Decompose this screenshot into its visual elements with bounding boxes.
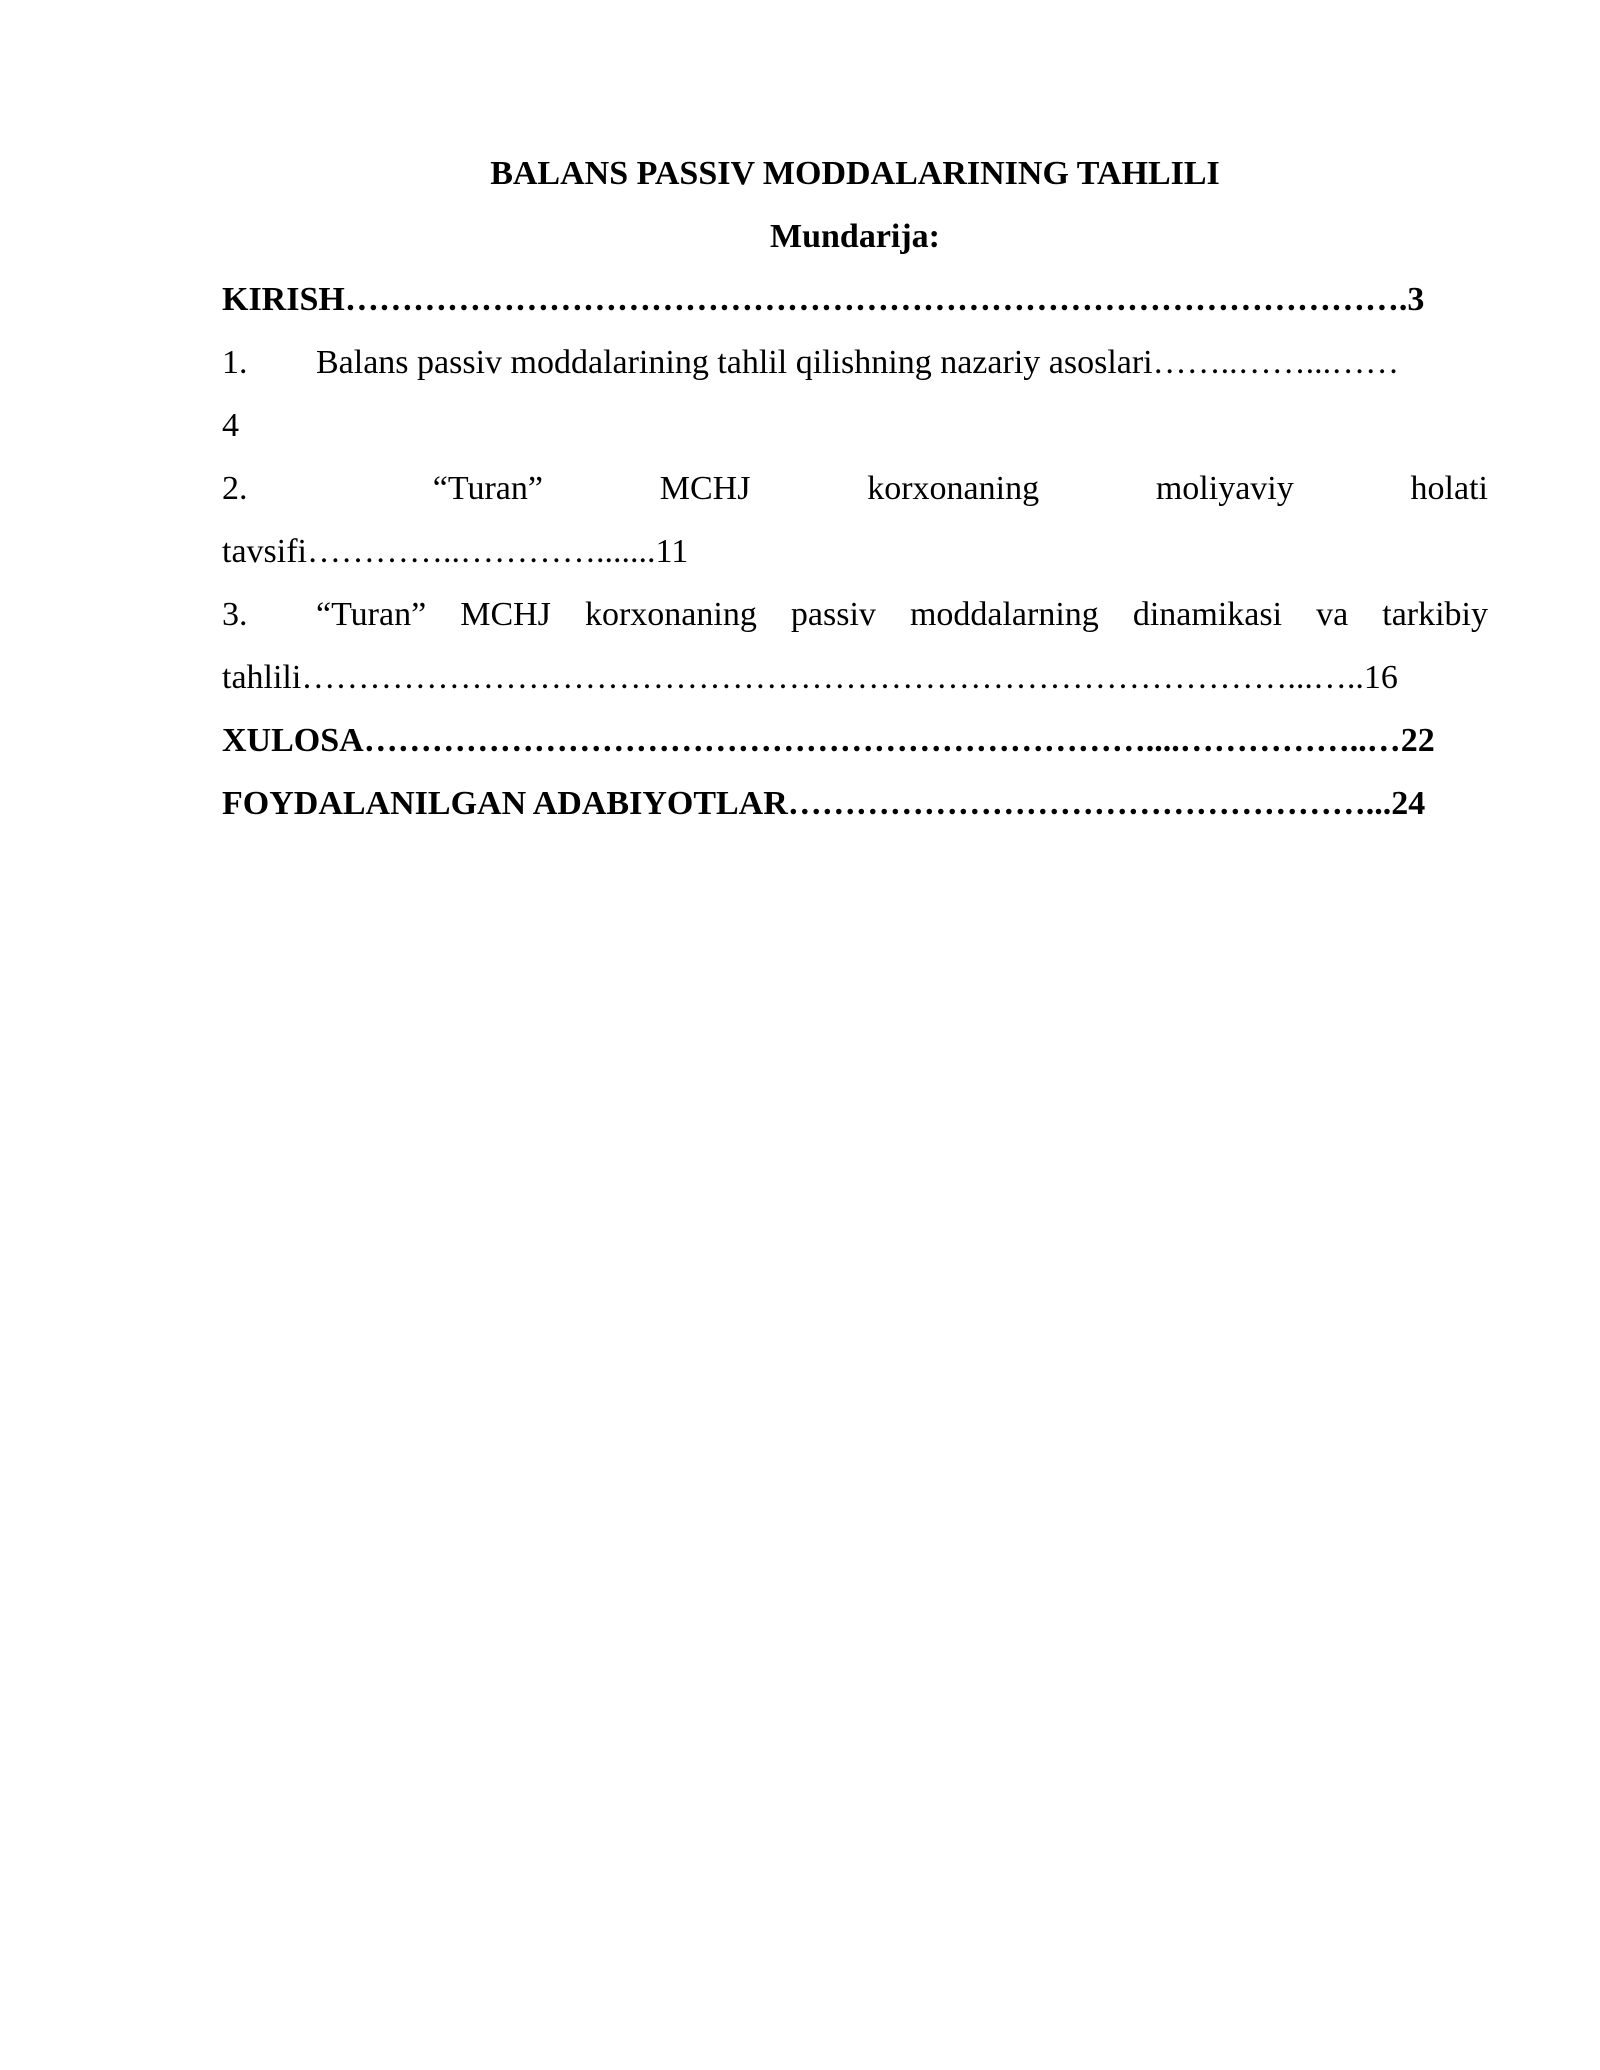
toc-entry-xulosa: XULOSA……………………………………………………………....……………..…22 xyxy=(222,722,1435,759)
toc-entry-adabiyotlar: FOYDALANILGAN ADABIYOTLAR……………………………………………...24 xyxy=(222,785,1426,822)
toc-entry-2 xyxy=(222,457,1488,520)
toc-entry-kirish: KIRISH………………………………………………………………………………….3 xyxy=(222,281,1425,318)
toc-entry-2-page: tavsifi…………..………….......11 xyxy=(222,533,689,570)
toc-entry-number: 1. xyxy=(222,344,248,381)
toc-entry-1 xyxy=(222,331,1488,394)
toc-entry-text: Balans passiv moddalarining tahlil qilishning nazariy asoslari……..……...…… xyxy=(316,344,1400,381)
toc-entry-3-page: tahlili……………………………………………………………………………...…..16 xyxy=(222,659,1398,696)
document-title: BALANS PASSIV MODDALARINING TAHLILI xyxy=(490,155,1220,192)
toc-heading: Mundarija: xyxy=(770,218,940,255)
toc-entry-1-page: 4 xyxy=(222,407,239,444)
toc-entry-3 xyxy=(222,583,1488,646)
toc-entry-word: “Turan” xyxy=(432,470,543,507)
document-content xyxy=(222,142,1488,835)
toc-entry-number: 2. xyxy=(222,470,248,507)
toc-entry-word: holati xyxy=(1410,470,1488,507)
toc-entry-text: “Turan” MCHJ korxonaning passiv moddalarning dinamikasi va tarkibiy xyxy=(316,596,1488,633)
toc-entry-word: korxonaning xyxy=(867,470,1040,507)
toc-entry-word: moliyaviy xyxy=(1155,470,1294,507)
toc-entry-word: MCHJ xyxy=(659,470,751,507)
toc-entry-number: 3. xyxy=(222,596,248,633)
